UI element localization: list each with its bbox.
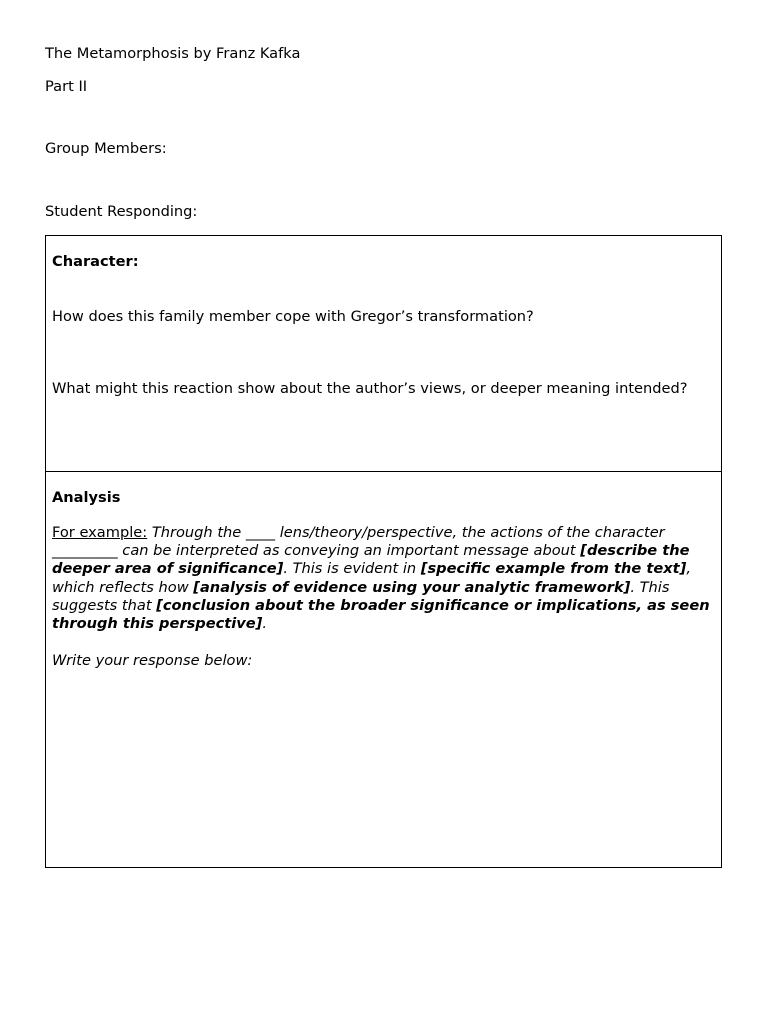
analysis-section xyxy=(46,472,721,867)
part-label: Part II xyxy=(45,78,88,95)
document-title: The Metamorphosis by Franz Kafka xyxy=(45,45,301,62)
question-cope: How does this family member cope with Gregor’s transformation? xyxy=(52,308,534,325)
placeholder-conclusion: [conclusion about the broader significance or implications, as seen through this perspective] xyxy=(52,596,710,633)
question-deeper-meaning: What might this reaction show about the author’s views, or deeper meaning intended? xyxy=(52,380,688,397)
template-text: . This suggests that xyxy=(52,578,670,614)
template-text: . xyxy=(262,615,267,633)
response-prompt: Write your response below: xyxy=(52,652,253,669)
worksheet-table xyxy=(45,235,722,868)
example-label: For example: xyxy=(52,524,148,541)
response-area[interactable] xyxy=(52,677,714,857)
example-paragraph xyxy=(52,524,714,633)
template-text: . This is evident in xyxy=(283,560,421,578)
analysis-heading: Analysis xyxy=(52,489,121,506)
group-members-label: Group Members: xyxy=(45,140,167,157)
placeholder-analysis: [analysis of evidence using your analytic framework] xyxy=(193,578,631,596)
placeholder-example: [specific example from the text] xyxy=(420,560,687,578)
placeholder-significance: [describe the deeper area of significance] xyxy=(52,542,690,578)
template-text: Through the ____ lens/theory/perspective, the actions of the character _________ can be interpreted as conveying an important message about xyxy=(52,524,665,560)
character-heading: Character: xyxy=(52,253,139,270)
template-text: , which reflects how xyxy=(52,560,691,596)
character-section xyxy=(46,236,721,472)
student-responding-label: Student Responding: xyxy=(45,203,198,220)
